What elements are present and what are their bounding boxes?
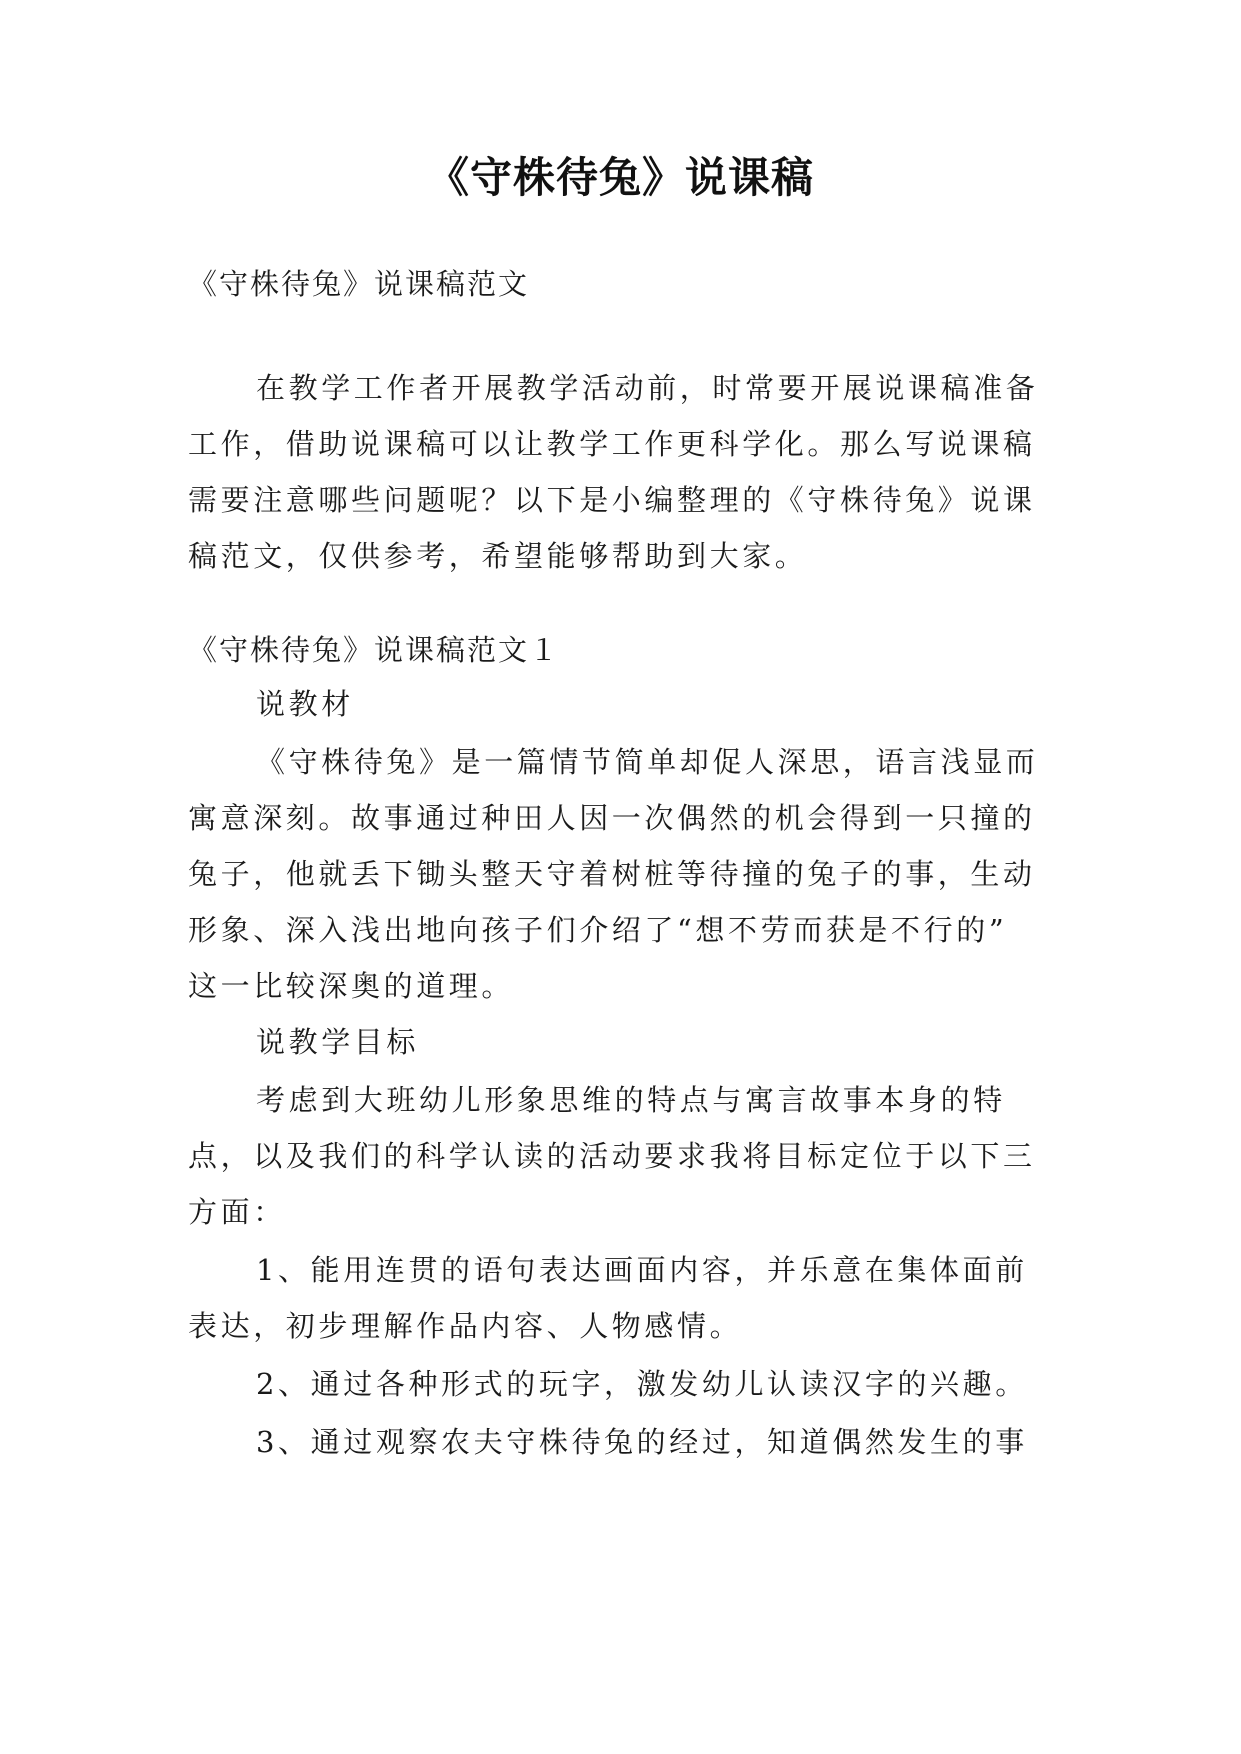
- goal-item-3: 3、通过观察农夫守株待兔的经过，知道偶然发生的事: [256, 1425, 1028, 1459]
- paragraph-line: 形象、深入浅出地向孩子们介绍了“想不劳而获是不行的”: [188, 913, 1008, 947]
- heading-goals: 说教学目标: [256, 1025, 420, 1059]
- paragraph-line: 这一比较深奥的道理。: [188, 969, 515, 1003]
- paragraph-line: 表达，初步理解作品内容、人物感情。: [188, 1309, 743, 1343]
- paragraph-line: 方面：: [188, 1195, 286, 1229]
- goal-item-2: 2、通过各种形式的玩字，激发幼儿认读汉字的兴趣。: [256, 1367, 1028, 1401]
- paragraph-line: 稿范文，仅供参考，希望能够帮助到大家。: [188, 539, 808, 573]
- document-subtitle: 《守株待兔》说课稿范文: [188, 267, 530, 301]
- paragraph-line: 点，以及我们的科学认读的活动要求我将目标定位于以下三: [188, 1139, 1036, 1173]
- paragraph-line: 寓意深刻。故事通过种田人因一次偶然的机会得到一只撞的: [188, 801, 1036, 835]
- paragraph-line: 在教学工作者开展教学活动前，时常要开展说课稿准备: [256, 371, 1039, 405]
- heading-textbook: 说教材: [256, 687, 354, 721]
- paragraph-line: 兔子，他就丢下锄头整天守着树桩等待撞的兔子的事，生动: [188, 857, 1036, 891]
- document-title: 《守株待兔》说课稿: [426, 153, 814, 202]
- paragraph-line: 需要注意哪些问题呢？以下是小编整理的《守株待兔》说课: [188, 483, 1036, 517]
- paragraph-line: 考虑到大班幼儿形象思维的特点与寓言故事本身的特: [256, 1083, 1006, 1117]
- paragraph-line: 《守株待兔》是一篇情节简单却促人深思，语言浅显而: [256, 745, 1039, 779]
- paragraph-line: 工作，借助说课稿可以让教学工作更科学化。那么写说课稿: [188, 427, 1036, 461]
- section-title: 《守株待兔》说课稿范文１: [188, 633, 561, 667]
- paragraph-line: 1、能用连贯的语句表达画面内容，并乐意在集体面前: [256, 1253, 1028, 1287]
